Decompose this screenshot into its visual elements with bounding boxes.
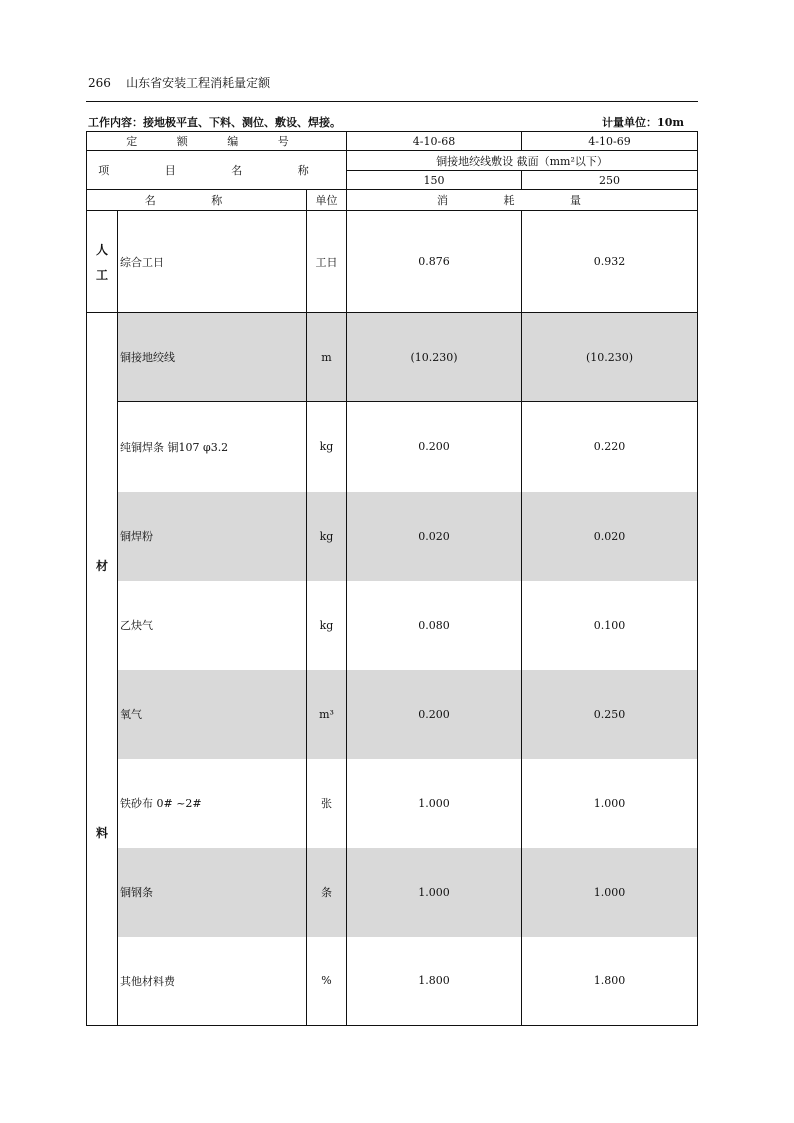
material-name: 铜接地绞线 [118, 313, 307, 402]
material-unit: m³ [307, 670, 347, 759]
spec-1: 150 [347, 171, 522, 190]
material-name: 乙炔气 [118, 581, 307, 670]
material-unit: kg [307, 581, 347, 670]
labor-value-2: 0.932 [522, 211, 698, 313]
labor-value-1: 0.876 [347, 211, 522, 313]
labor-category-char-2: 工 [95, 267, 108, 282]
material-value-2: 0.220 [522, 402, 698, 492]
col-consumption-header: 消 耗 量 [347, 190, 698, 211]
material-value-1: 0.200 [347, 402, 522, 492]
material-name: 铁砂布 0# ~2# [118, 759, 307, 848]
material-unit: kg [307, 492, 347, 581]
material-value-1: 1.800 [347, 937, 522, 1026]
labor-category [87, 211, 118, 313]
material-row [87, 581, 698, 670]
material-value-2: 0.100 [522, 581, 698, 670]
material-name: 铜钢条 [118, 848, 307, 937]
measurement-unit: 计量单位：10m [602, 116, 684, 129]
column-header-row [87, 190, 698, 211]
material-value-2: 0.250 [522, 670, 698, 759]
page-number: 266 [88, 76, 111, 90]
book-title: 山东省安装工程消耗量定额 [126, 76, 271, 90]
material-value-2: 1.000 [522, 848, 698, 937]
spec-2: 250 [522, 171, 698, 190]
material-value-1: 1.000 [347, 848, 522, 937]
material-name: 氧气 [118, 670, 307, 759]
labor-name: 综合工日 [118, 211, 307, 313]
material-unit: kg [307, 402, 347, 492]
material-row [87, 670, 698, 759]
material-value-2: 0.020 [522, 492, 698, 581]
labor-category-char-1: 人 [95, 242, 108, 257]
code-label: 定 额 编 号 [87, 132, 347, 151]
material-unit: % [307, 937, 347, 1026]
work-content: 工作内容：接地极平直、下料、测位、敷设、焊接。 [88, 116, 341, 129]
material-category-char-1: 材 [95, 559, 108, 573]
material-value-2: 1.000 [522, 759, 698, 848]
material-row [87, 402, 698, 492]
material-value-1: (10.230) [347, 313, 522, 402]
material-value-1: 0.200 [347, 670, 522, 759]
material-value-1: 1.000 [347, 759, 522, 848]
material-unit: 张 [307, 759, 347, 848]
material-row [87, 848, 698, 937]
code-1: 4-10-68 [347, 132, 522, 151]
item-name: 铜接地绞线敷设 截面（mm²以下） [347, 151, 698, 171]
material-row [87, 759, 698, 848]
material-name: 铜焊粉 [118, 492, 307, 581]
material-category [87, 313, 118, 1026]
labor-row [87, 211, 698, 313]
item-name-row [87, 151, 698, 171]
header-rule [86, 101, 698, 102]
col-unit-header: 单位 [307, 190, 347, 211]
page-header [88, 74, 270, 91]
code-row [87, 132, 698, 151]
material-value-1: 0.080 [347, 581, 522, 670]
material-name: 纯铜焊条 铜107 φ3.2 [118, 402, 307, 492]
labor-unit: 工日 [307, 211, 347, 313]
material-value-2: (10.230) [522, 313, 698, 402]
material-row [87, 937, 698, 1026]
code-2: 4-10-69 [522, 132, 698, 151]
item-label: 项 目 名 称 [87, 151, 347, 190]
consumption-table [86, 131, 698, 1026]
col-name-header: 名 称 [87, 190, 307, 211]
material-row [87, 492, 698, 581]
material-row [87, 313, 698, 402]
material-unit: 条 [307, 848, 347, 937]
material-name: 其他材料费 [118, 937, 307, 1026]
material-value-2: 1.800 [522, 937, 698, 1026]
material-unit: m [307, 313, 347, 402]
material-value-1: 0.020 [347, 492, 522, 581]
material-category-char-2: 料 [95, 826, 108, 840]
